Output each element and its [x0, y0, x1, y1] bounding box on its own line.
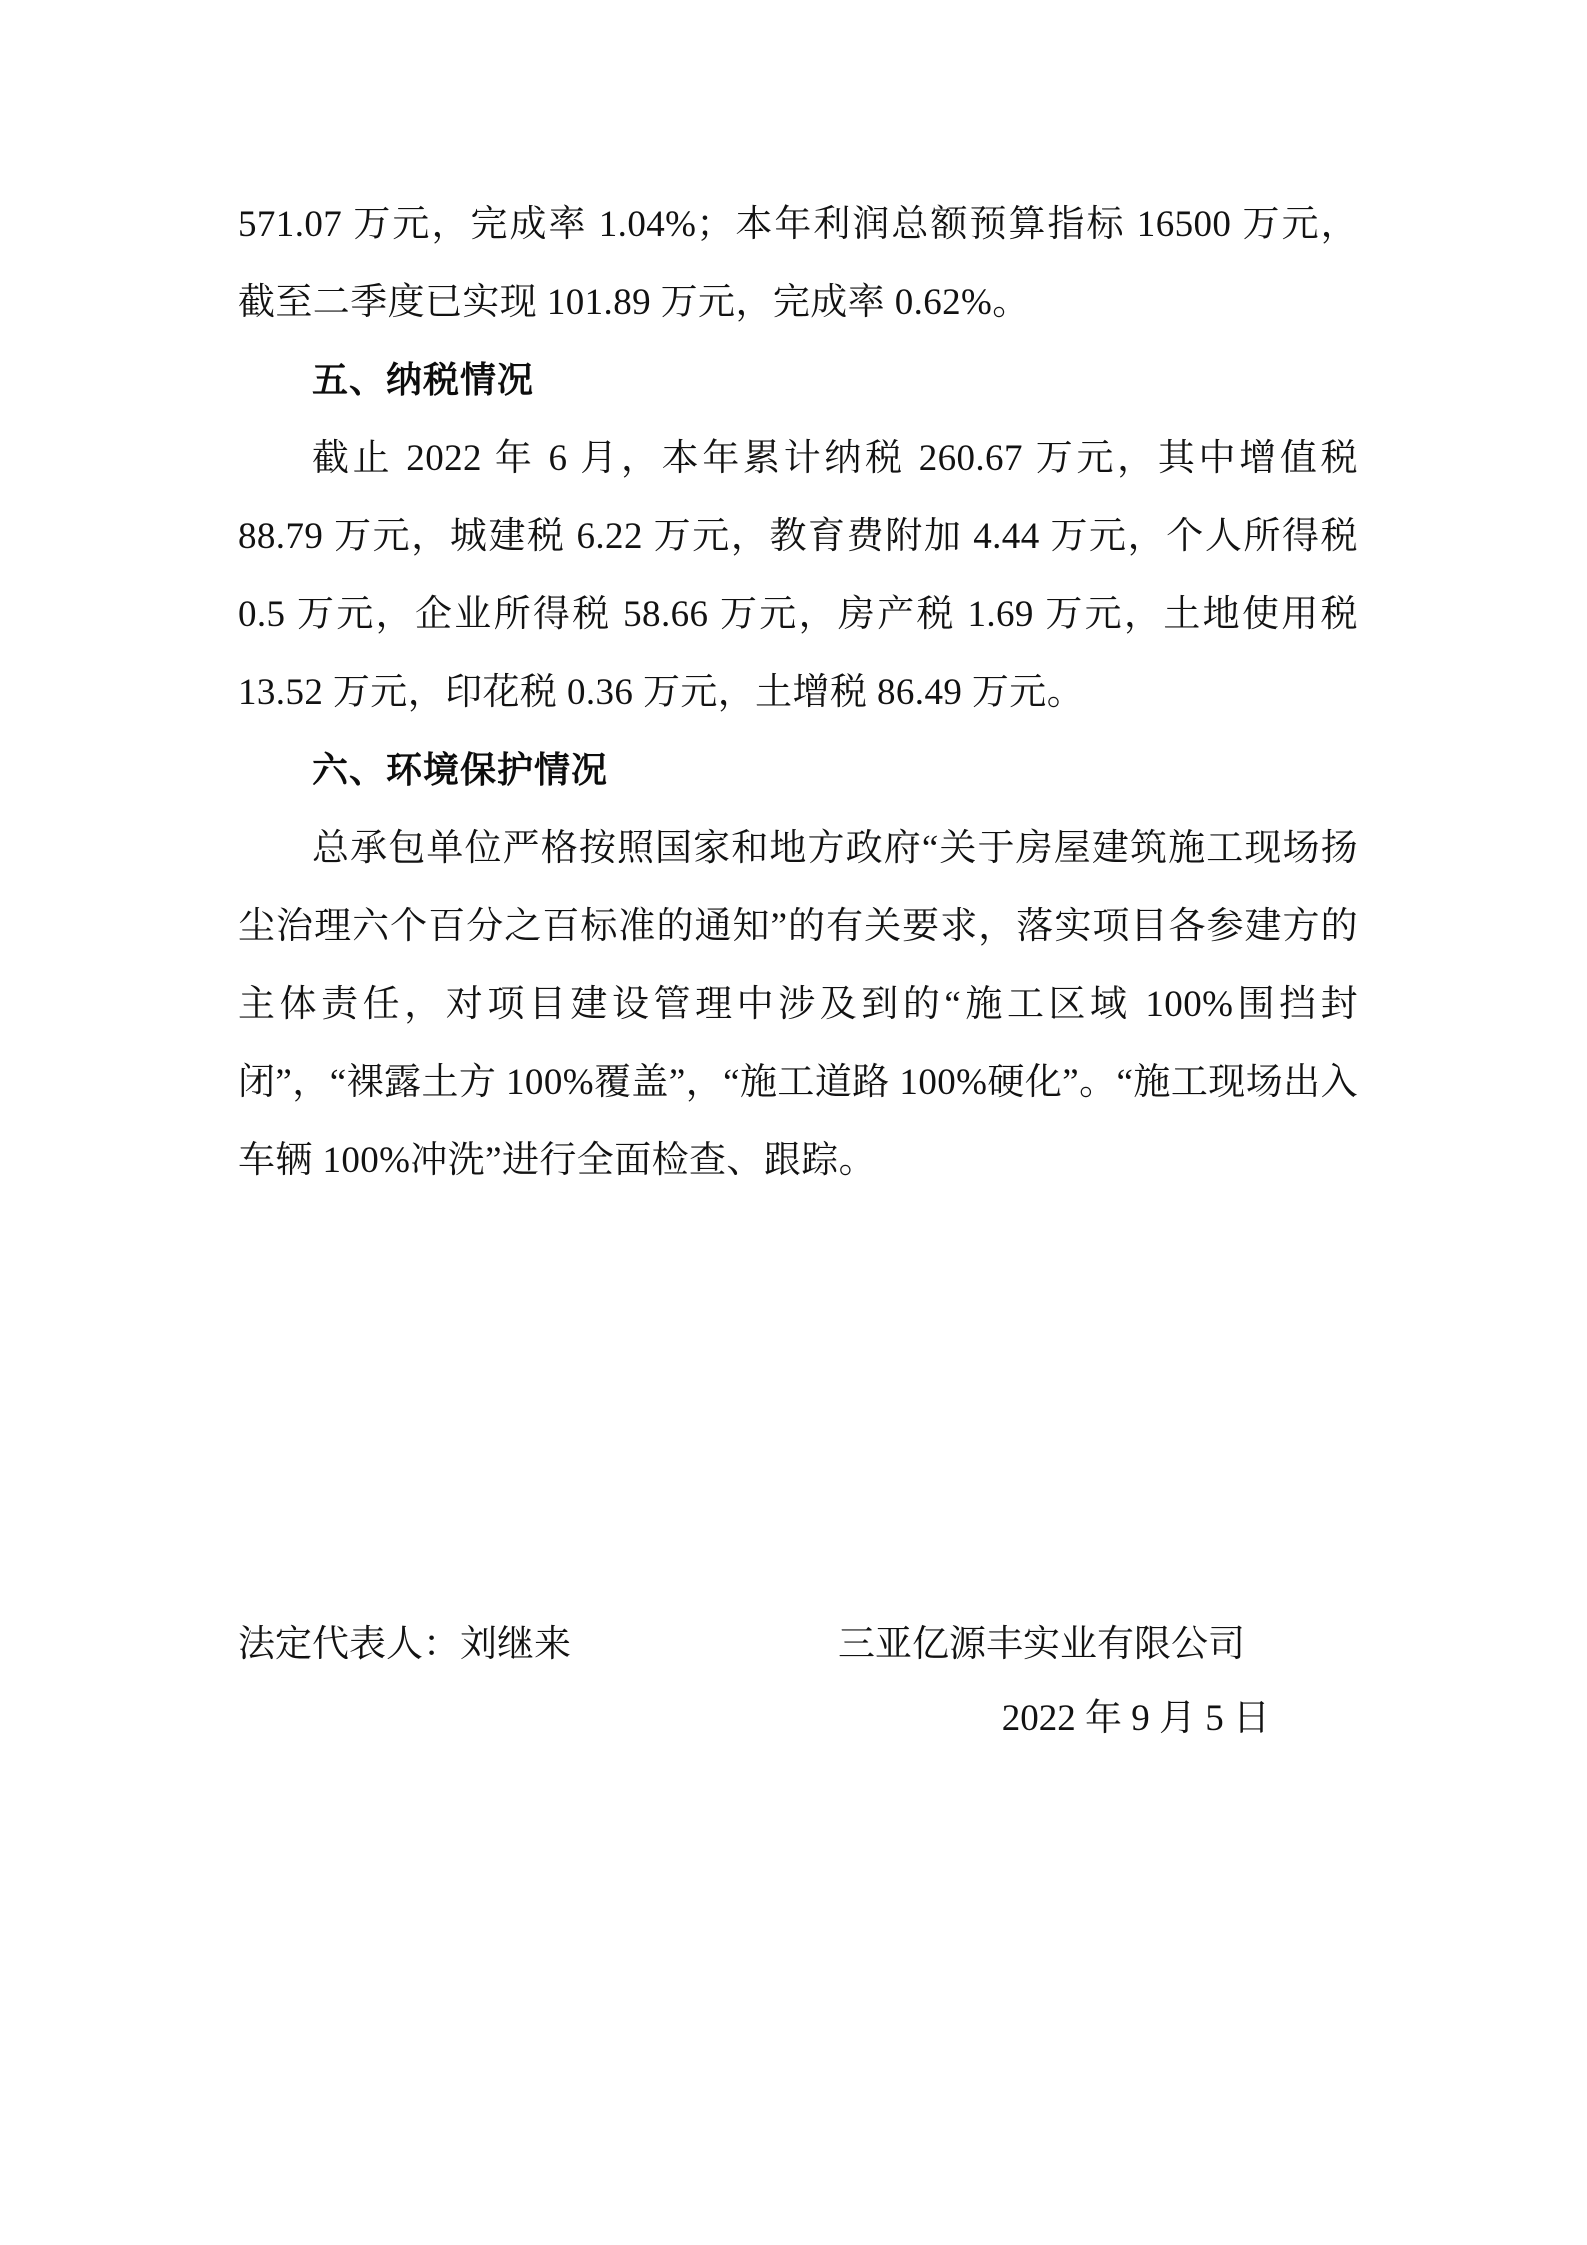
company-name: 三亚亿源丰实业有限公司: [838, 1624, 1245, 1665]
signature-block: [238, 1608, 1358, 1756]
legal-representative: 法定代表人：刘继来: [238, 1624, 571, 1665]
paragraph-section-five: 截止 2022 年 6 月，本年累计纳税 260.67 万元，其中增值税 88.79 万元，城建税 6.22 万元，教育费附加 4.44 万元，个人所得税 0.5 万元，企业所得税 58.66 万元，房产税 1.69 万元，土地使用税 13.52 万元，印花税 0.36 万元，土增税 86.49 万元。: [238, 438, 1358, 713]
heading-section-five: 五、纳税情况: [312, 360, 535, 401]
document-body: [238, 186, 1358, 1200]
heading-section-six: 六、环境保护情况: [312, 750, 609, 791]
paragraph-continuation: 571.07 万元，完成率 1.04%；本年利润总额预算指标 16500 万元，截至二季度已实现 101.89 万元，完成率 0.62%。: [238, 204, 1358, 323]
signature-row: [238, 1608, 1358, 1682]
signature-date: 2022 年 9 月 5 日: [1001, 1698, 1270, 1739]
paragraph-section-six: 总承包单位严格按照国家和地方政府“关于房屋建筑施工现场扬尘治理六个百分之百标准的通知”的有关要求，落实项目各参建方的主体责任，对项目建设管理中涉及到的“施工区域 100%围挡封闭”，“裸露土方 100%覆盖”，“施工道路 100%硬化”。“施工现场出入车辆 100%冲洗”进行全面检查、跟踪。: [238, 828, 1358, 1181]
